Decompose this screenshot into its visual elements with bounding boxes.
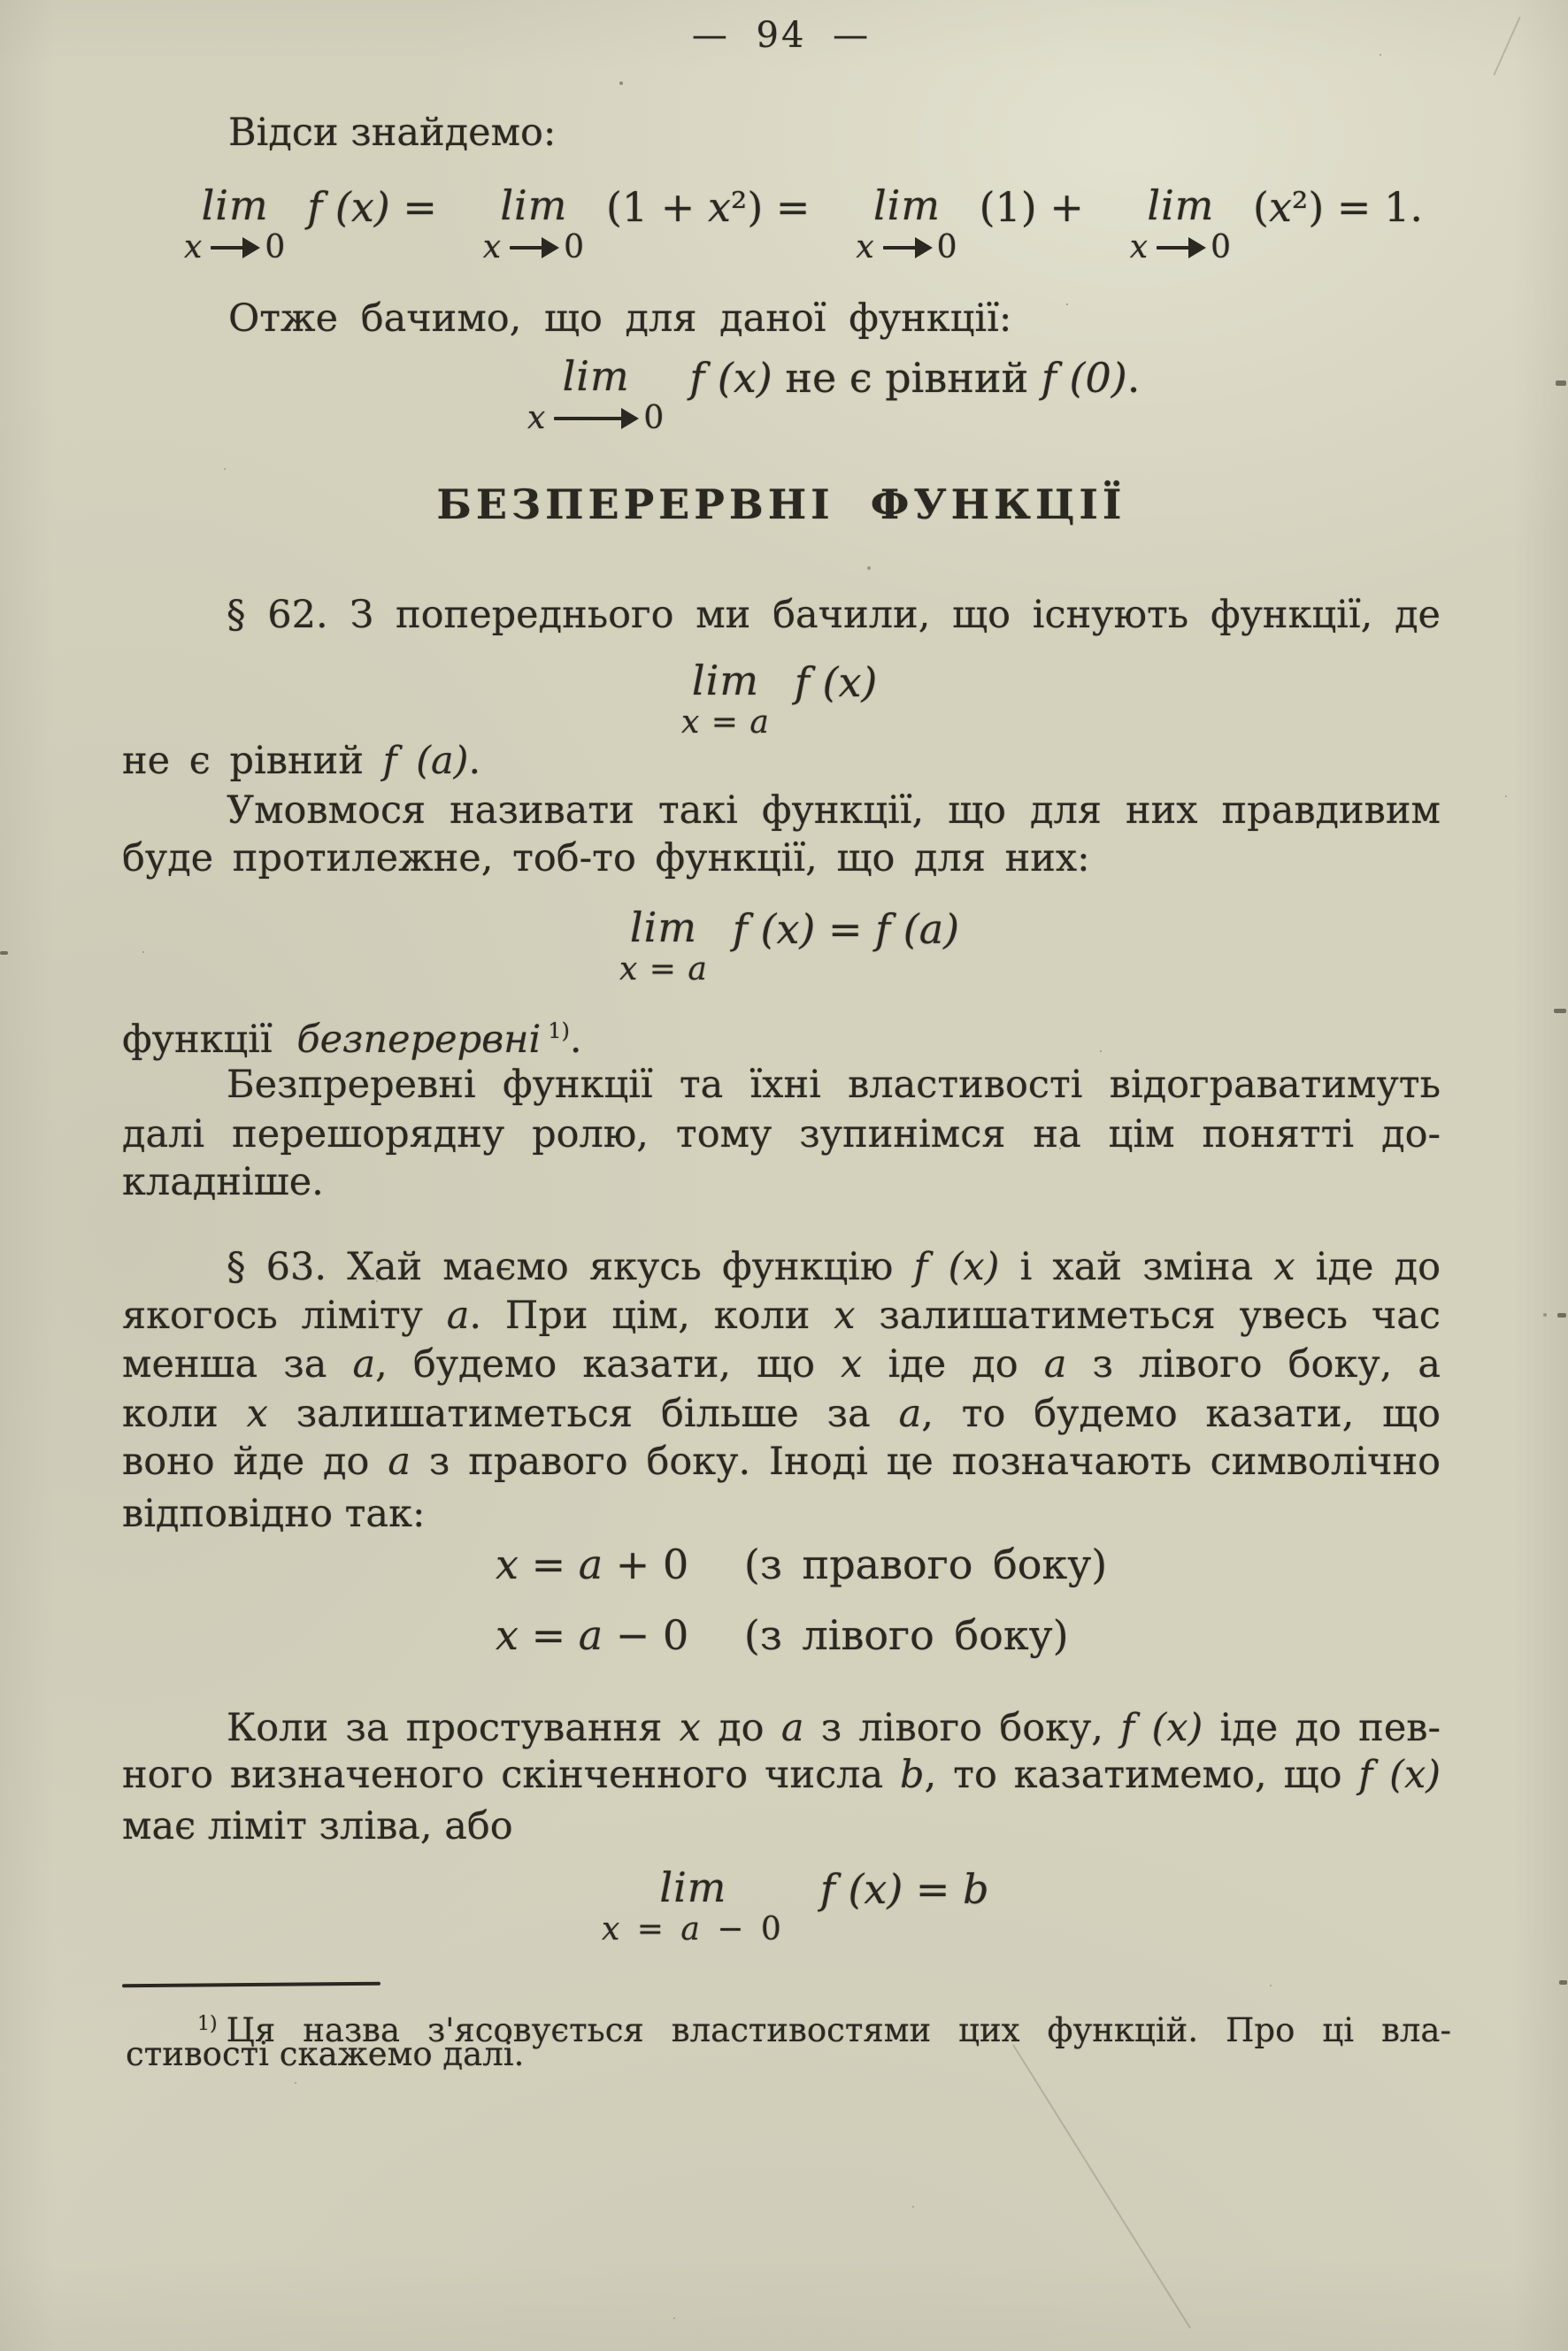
paragraph-s63-line: § 63. Хай маємо якусь функцію f (x) і хай зміна x іде до xyxy=(227,1245,1441,1289)
paragraph-s63-line: менша за a, будемо казати, що x іде до a з лівого боку, а xyxy=(122,1342,1441,1387)
paragraph-hence: Отже бачимо, що для даної функції: xyxy=(228,296,1012,341)
paragraph-s62-line: § 62. З попереднього ми бачили, що існують функції, де xyxy=(227,593,1441,637)
limit-operator: lim x 0 xyxy=(527,352,665,436)
limit-subscript: x 0 xyxy=(527,400,665,436)
scan-edge-mark xyxy=(1554,1009,1566,1013)
paragraph-s63-line: відповідно так: xyxy=(122,1492,426,1536)
limit-subscript: x 0 xyxy=(184,229,287,265)
limit-subscript: x = a − 0 xyxy=(602,1911,785,1948)
arrow-right-icon xyxy=(510,246,556,250)
formula-expression: f (x) xyxy=(794,658,878,706)
limit-subscript: x 0 xyxy=(482,229,585,265)
arrow-right-icon xyxy=(554,417,635,420)
paragraph-s62-line: далі перешорядну ролю, тому зупинімся на цім понятті до- xyxy=(122,1112,1441,1156)
limit-operator: lim x 0 xyxy=(482,181,585,265)
formula-expression: f (x) = f (a) xyxy=(732,905,960,953)
paragraph-s63-line: якогось ліміту a. При цім, коли x залишатиметься увесь час xyxy=(122,1294,1441,1338)
scan-edge-mark xyxy=(0,951,8,955)
footnote-line: $^{1)}$ Ця назва з'ясовується властивостями цих функцій. Про ці вла- xyxy=(197,2011,1451,2049)
paragraph-s62-line: Умовмося називати такі функції, що для них правдивим xyxy=(227,788,1441,833)
paragraph-s63-line: має ліміт зліва, або xyxy=(122,1804,513,1848)
formula-lim-fx xyxy=(681,659,877,741)
formula-expression: f (x) = xyxy=(307,183,437,231)
formula-expression: (1) + xyxy=(979,183,1084,231)
arrow-right-icon xyxy=(883,246,929,250)
footnote-line: стивості скажемо далі. xyxy=(126,2035,525,2073)
paper-scratch xyxy=(1012,2044,1191,2329)
footnote-marker: 1) xyxy=(548,1018,570,1043)
paragraph-s62-line: кладніше. xyxy=(122,1160,324,1204)
limit-operator: lim x 0 xyxy=(184,181,287,265)
formula-limit-chain xyxy=(184,181,1423,265)
limit-subscript: x = a xyxy=(619,951,708,987)
formula-right-approach xyxy=(496,1538,1107,1591)
limit-operator: lim x 0 xyxy=(1129,181,1232,265)
limit-subscript: x 0 xyxy=(856,229,958,265)
paragraph-conclusion: функції безперервні $^{1)}$. xyxy=(122,1018,582,1062)
scan-edge-mark xyxy=(1556,380,1566,386)
limit-operator: lim x = a xyxy=(619,903,708,987)
formula-expression: f (x) не є рівний f (0). xyxy=(689,354,1141,402)
paragraph-s63-line: ного визначеного скінченного числа b, то казатимемо, що f (x) xyxy=(122,1753,1441,1797)
paragraph-not-equal-fa: не є рівний f (a). xyxy=(122,739,481,783)
page-number: — 94 — xyxy=(691,15,872,56)
arrow-right-icon xyxy=(211,246,257,250)
paragraph-s62-line: Безпреревні функції та їхні властивості відограватимуть xyxy=(227,1063,1441,1107)
scan-edge-mark xyxy=(1559,1980,1567,1985)
limit-term xyxy=(856,181,1084,265)
formula-note: (з лівого боку) xyxy=(743,1611,1069,1659)
formula-left-limit xyxy=(602,1863,989,1948)
formula-expression: x = a − 0 xyxy=(496,1611,689,1659)
formula-continuity xyxy=(619,903,960,987)
limit-subscript: x = a xyxy=(681,704,770,741)
formula-expression: (1 + x²) = xyxy=(605,183,811,231)
term-continuous: безперервні xyxy=(296,1018,542,1062)
paragraph-intro-lead: Відси знайдемо: xyxy=(228,111,557,155)
formula-note: (з правого боку) xyxy=(743,1540,1108,1588)
paper-scratch xyxy=(1493,17,1520,76)
formula-left-approach xyxy=(496,1609,1069,1662)
formula-expression: (x²) = 1. xyxy=(1253,183,1423,231)
limit-operator: lim x 0 xyxy=(856,181,958,265)
limit-term xyxy=(1129,181,1423,265)
section-heading: БЕЗПЕРЕРВНІ ФУНКЦІЇ xyxy=(436,480,1126,528)
footnote-separator xyxy=(122,1982,380,1988)
paragraph-s63-line: воно йде до a з правого боку. Іноді це позначають символічно xyxy=(122,1440,1441,1484)
scan-edge-mark xyxy=(1557,1313,1566,1318)
arrow-right-icon xyxy=(1157,246,1203,250)
paragraph-s63-line: коли x залишатиметься більше за a, то будемо казати, що xyxy=(122,1392,1441,1436)
paragraph-s63-line: Коли за простування x до a з лівого боку, f (x) іде до пев- xyxy=(227,1706,1441,1750)
limit-term xyxy=(184,181,437,265)
limit-term xyxy=(482,181,811,265)
limit-operator: lim x = a − 0 xyxy=(602,1863,785,1948)
footnote-marker: 1) xyxy=(197,2013,218,2035)
formula-not-equal-f0 xyxy=(527,352,1141,436)
limit-subscript: x 0 xyxy=(1129,229,1232,265)
paper-specks xyxy=(0,0,4,4)
formula-expression: f (x) = b xyxy=(819,1865,989,1913)
paragraph-s62-line: буде протилежне, тоб-то функції, що для них: xyxy=(122,836,1090,880)
formula-expression: x = a + 0 xyxy=(496,1540,689,1588)
limit-operator: lim x = a xyxy=(681,657,770,741)
